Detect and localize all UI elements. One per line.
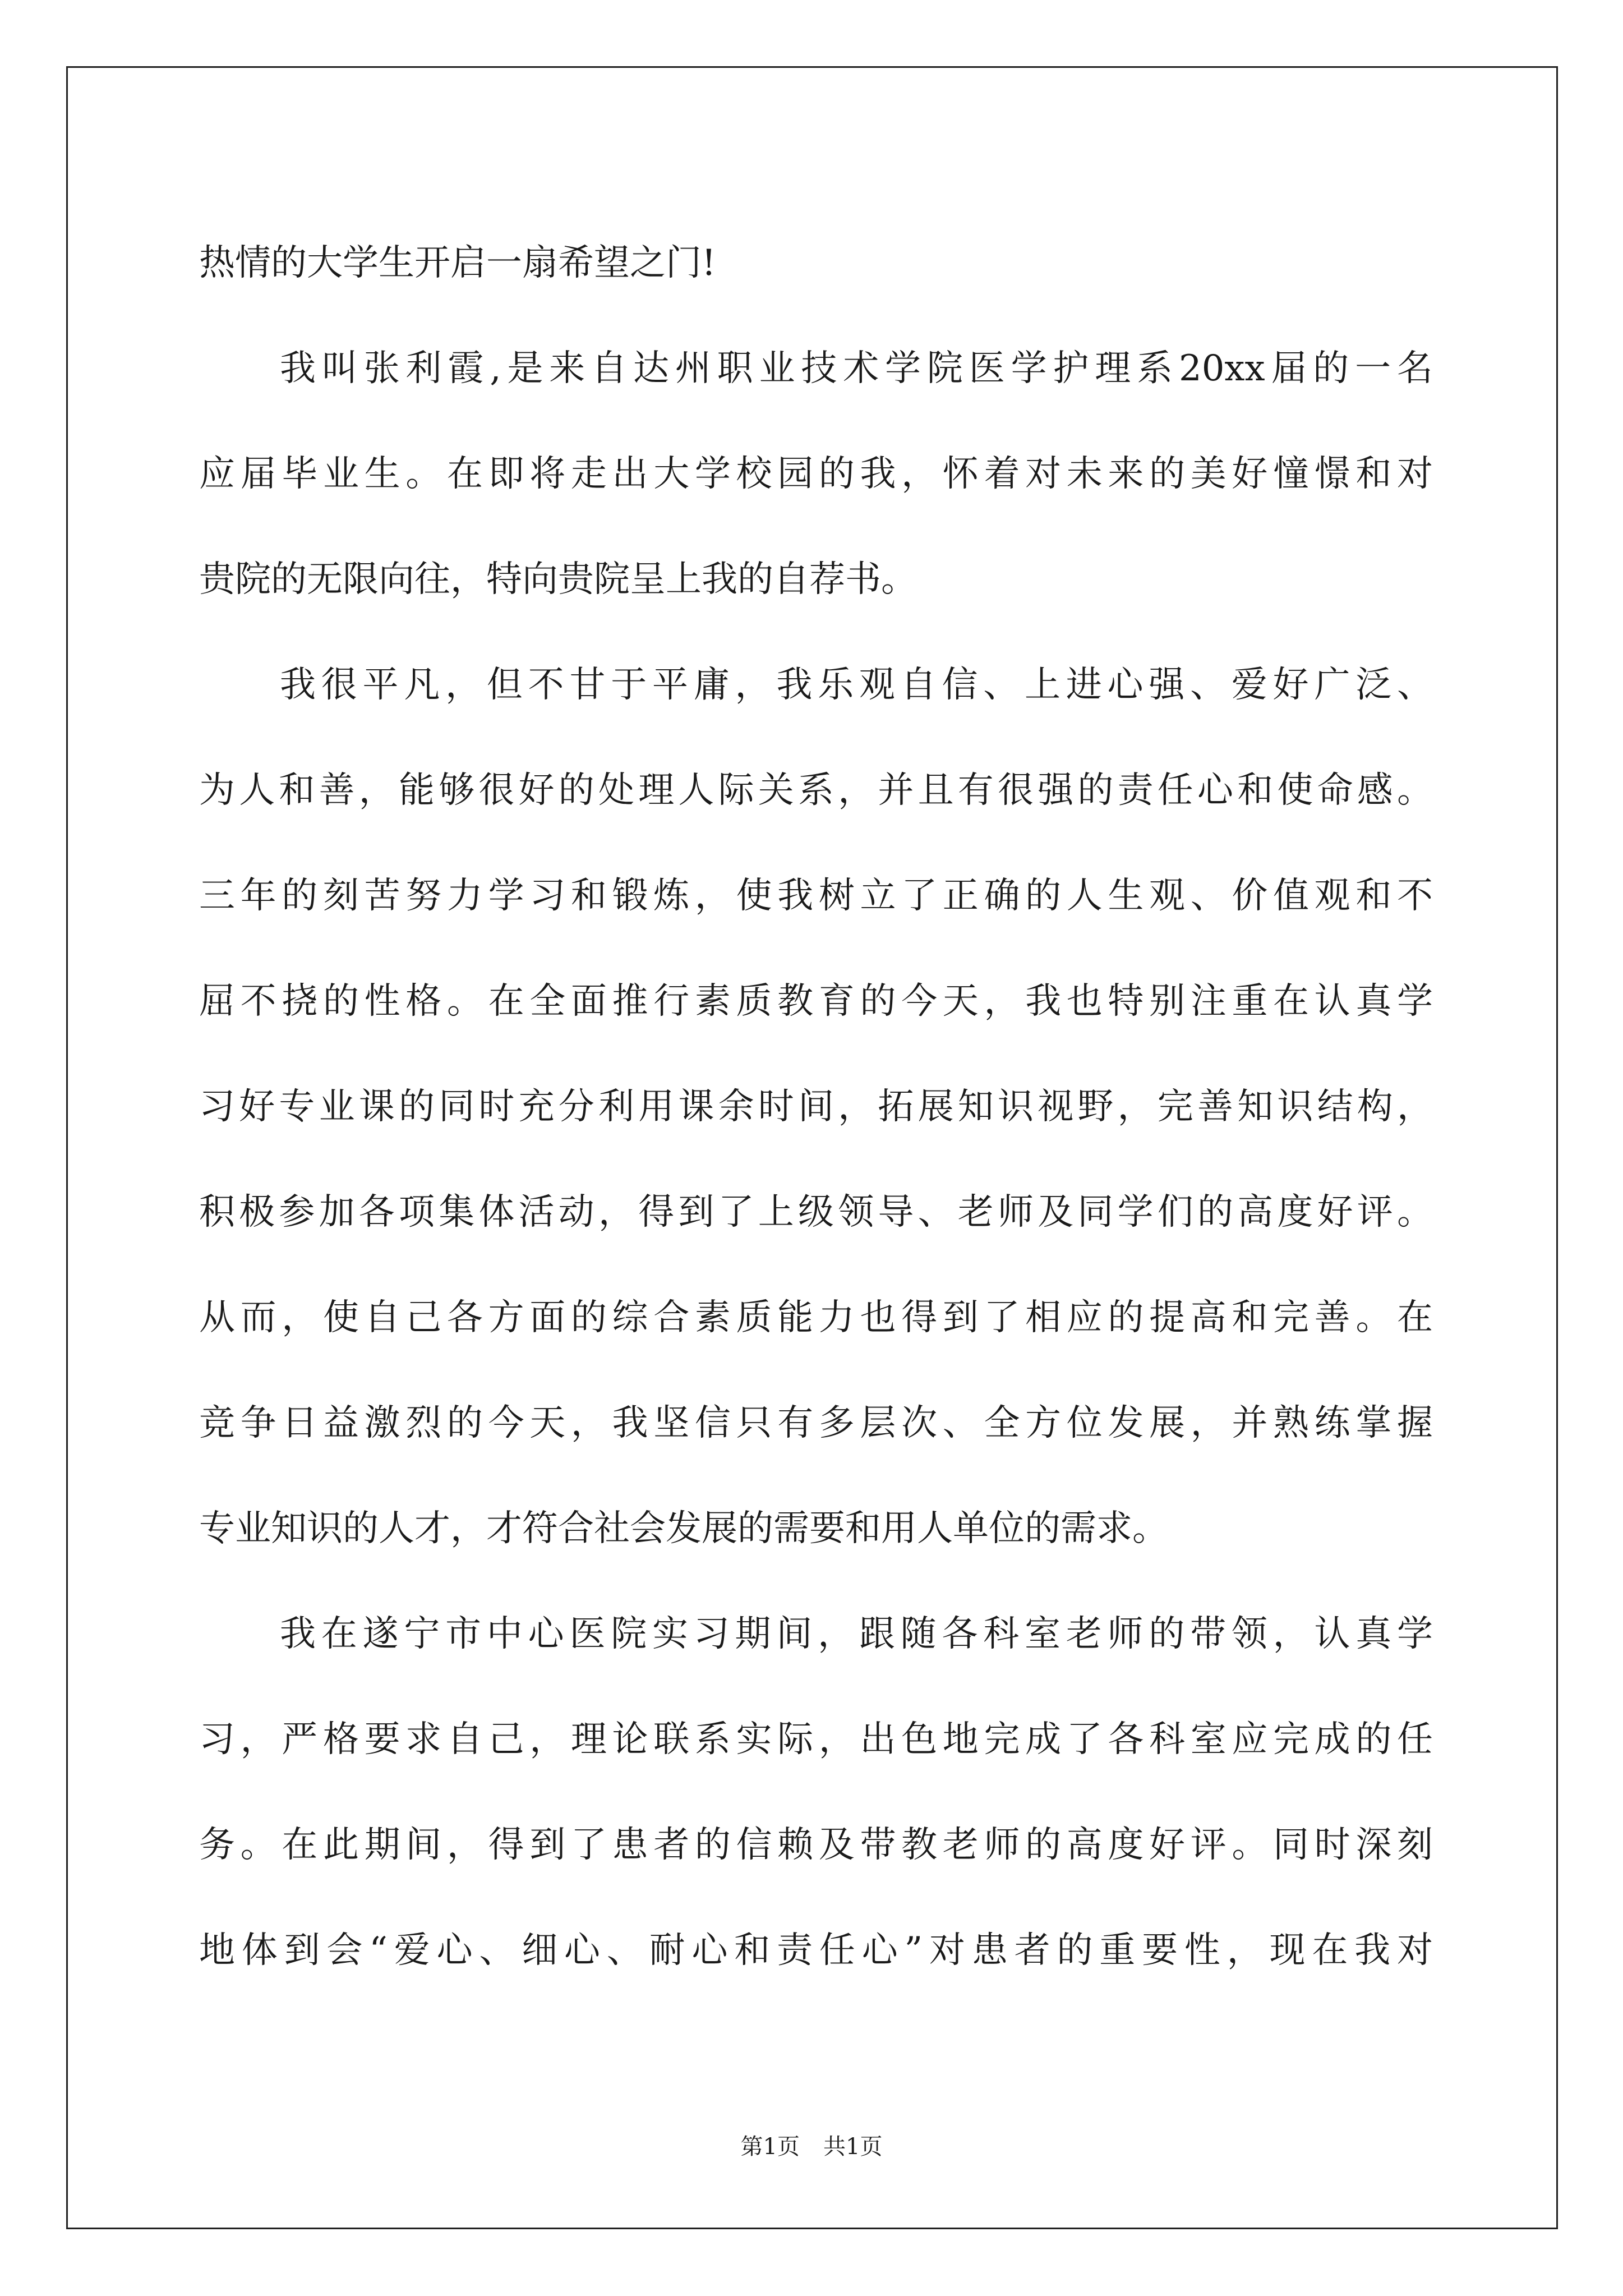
text-line: 我叫张利霞,是来自达州职业技术学院医学护理系20xx届的一名 — [280, 348, 1433, 389]
page-number-total: 共1页 — [823, 2134, 883, 2160]
text-line: 习好专业课的同时充分利用课余时间，拓展知识视野，完善知识结构， — [199, 1086, 1433, 1128]
text-line: 专业知识的人才，才符合社会发展的需要和用人单位的需求。 — [199, 1508, 1168, 1549]
document-body — [199, 210, 1433, 2003]
text-line: 贵院的无限向往，特向贵院呈上我的自荐书。 — [199, 559, 917, 600]
text-line: 屈不挠的性格。在全面推行素质教育的今天，我也特别注重在认真学 — [199, 981, 1433, 1022]
text-line: 竞争日益激烈的今天，我坚信只有多层次、全方位发展，并熟练掌握 — [199, 1402, 1433, 1444]
text-line: 热情的大学生开启一扇希望之门! — [199, 242, 716, 284]
text-line: 积极参加各项集体活动，得到了上级领导、老师及同学们的高度好评。 — [199, 1191, 1433, 1233]
text-line: 地体到会“爱心、细心、耐心和责任心”对患者的重要性，现在我对 — [199, 1930, 1433, 1971]
text-line: 我在遂宁市中心医院实习期间，跟随各科室老师的带领，认真学 — [280, 1613, 1433, 1655]
text-line: 三年的刻苦努力学习和锻炼，使我树立了正确的人生观、价值观和不 — [199, 875, 1433, 917]
text-line: 从而，使自己各方面的综合素质能力也得到了相应的提高和完善。在 — [199, 1297, 1433, 1338]
page-footer — [0, 2129, 1623, 2161]
text-line: 务。在此期间，得到了患者的信赖及带教老师的高度好评。同时深刻 — [199, 1824, 1433, 1866]
text-line: 为人和善，能够很好的处理人际关系，并且有很强的责任心和使命感。 — [199, 770, 1433, 811]
text-line: 习，严格要求自己，理论联系实际，出色地完成了各科室应完成的任 — [199, 1719, 1433, 1760]
text-line: 应届毕业生。在即将走出大学校园的我，怀着对未来的美好憧憬和对 — [199, 453, 1433, 495]
page-number-current: 第1页 — [740, 2134, 800, 2160]
text-line: 我很平凡，但不甘于平庸，我乐观自信、上进心强、爱好广泛、 — [280, 664, 1433, 706]
